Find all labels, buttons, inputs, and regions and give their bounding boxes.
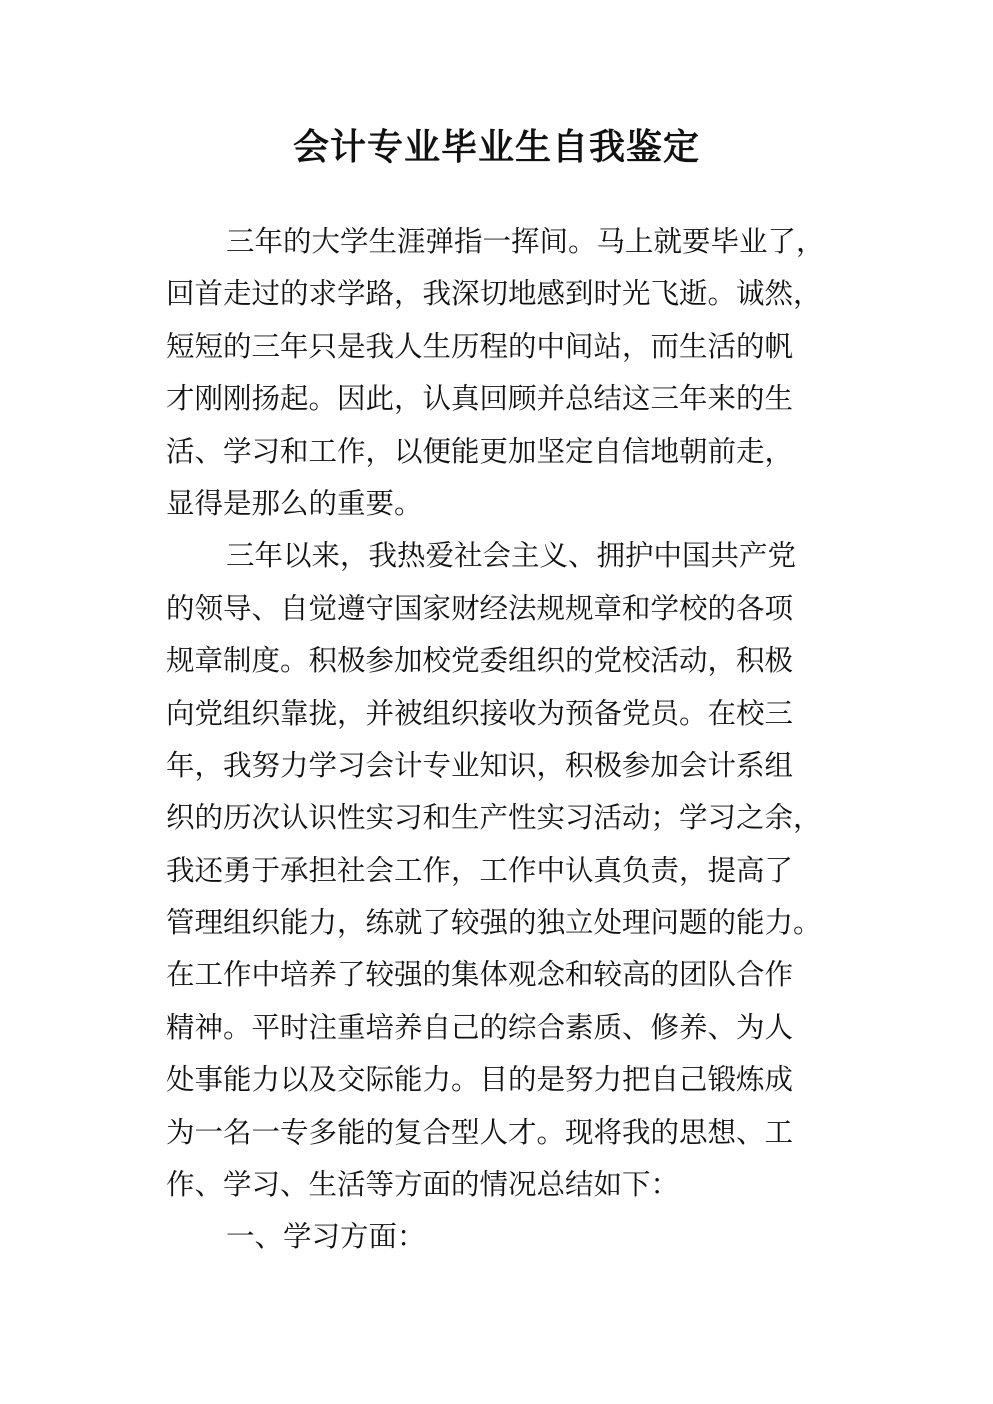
body-text-line: 织的历次认识性实习和生产性实习活动；学习之余，	[166, 801, 822, 835]
document-body	[166, 216, 846, 1264]
body-text-line: 为一名一专多能的复合型人才。现将我的思想、工	[166, 1115, 794, 1149]
body-text-line: 才刚刚扬起。因此，认真回顾并总结这三年来的生	[166, 382, 794, 416]
body-text-line: 作、学习、生活等方面的情况总结如下：	[166, 1168, 680, 1202]
body-text-line: 回首走过的求学路，我深切地感到时光飞逝。诚然，	[166, 277, 822, 311]
body-text-line: 管理组织能力，练就了较强的独立处理问题的能力。	[166, 906, 822, 940]
body-text-line: 短短的三年只是我人生历程的中间站，而生活的帆	[166, 329, 794, 363]
body-text-line: 在工作中培养了较强的集体观念和较高的团队合作	[166, 958, 794, 992]
body-text-line: 处事能力以及交际能力。目的是努力把自己锻炼成	[166, 1063, 794, 1097]
body-text-line: 三年以来，我热爱社会主义、拥护中国共产党	[226, 539, 797, 573]
body-text-line: 的领导、自觉遵守国家财经法规规章和学校的各项	[166, 591, 794, 625]
body-text-line: 精神。平时注重培养自己的综合素质、修养、为人	[166, 1010, 794, 1044]
body-text-line: 年，我努力学习会计专业知识，积极参加会计系组	[166, 748, 794, 782]
body-text-line: 三年的大学生涯弹指一挥间。马上就要毕业了，	[226, 225, 825, 258]
body-text-line: 活、学习和工作，以便能更加坚定自信地朝前走，	[166, 434, 794, 468]
body-text-line: 显得是那么的重要。	[166, 486, 423, 520]
body-text-line: 规章制度。积极参加校党委组织的党校活动，积极	[166, 644, 794, 678]
document-title: 会计专业毕业生自我鉴定	[292, 127, 700, 168]
body-text-line: 一、学习方面：	[226, 1220, 426, 1254]
body-text-line: 我还勇于承担社会工作，工作中认真负责，提高了	[166, 853, 794, 887]
body-text-line: 向党组织靠拢，并被组织接收为预备党员。在校三	[166, 696, 794, 730]
